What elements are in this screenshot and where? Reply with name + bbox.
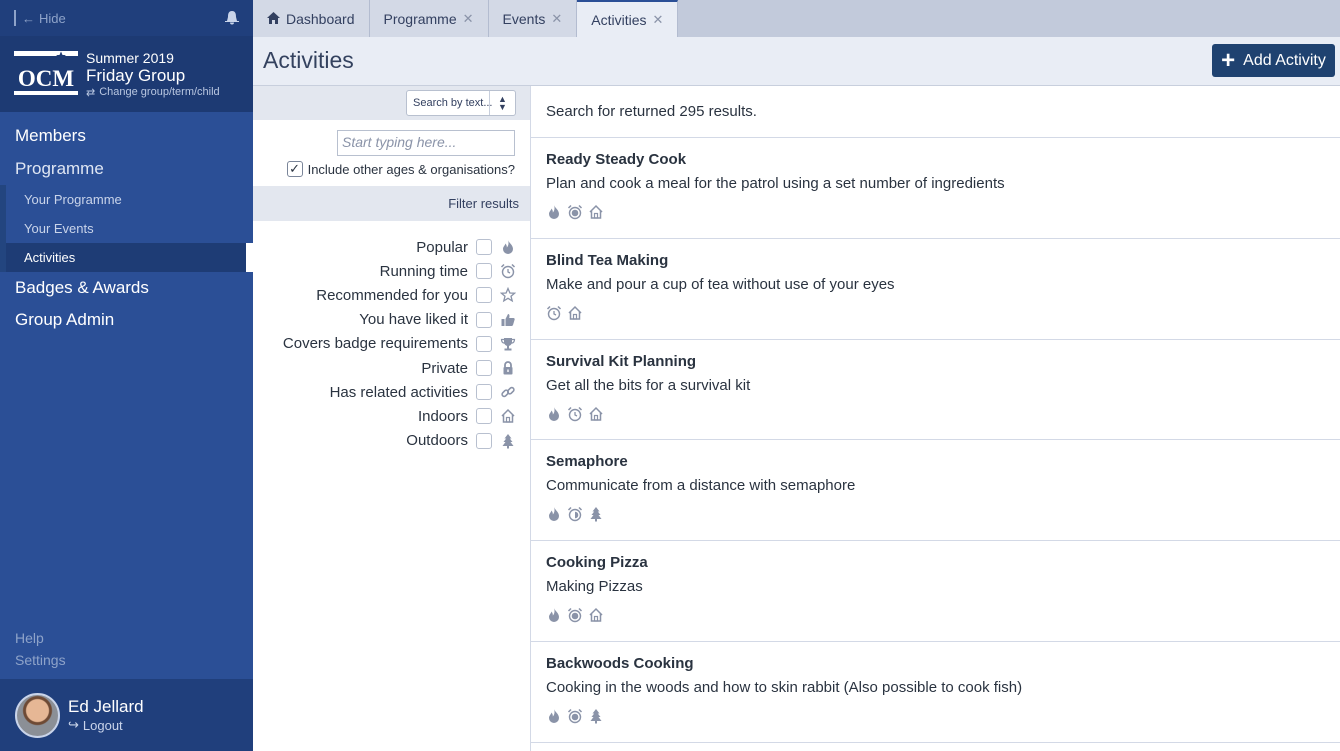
activity-description: Get all the bits for a survival kit [546,376,751,394]
logout-label: Logout [82,717,123,733]
home-icon [500,408,516,424]
filter-checkbox[interactable] [476,433,492,449]
check-icon: ✓ [289,161,301,176]
tab-programme[interactable] [370,0,489,37]
activity-title[interactable]: Cooking Pizza [546,554,648,572]
bell-icon[interactable] [223,9,241,27]
filter-option[interactable] [253,283,530,307]
hide-label: Hide [39,10,66,26]
activity-description: Cooking in the woods and how to skin rabbit (Also possible to cook fish) [546,678,1023,696]
alarm-icon [567,406,583,422]
tab-activities[interactable] [577,0,678,37]
tree-icon [588,506,604,522]
flame-icon [500,239,516,255]
main-nav [0,112,253,336]
filter-option-label: Private [421,359,468,377]
activity-card[interactable] [531,340,1340,441]
tab-events[interactable] [489,0,578,37]
activity-tags [546,305,1325,321]
activity-tags [546,708,1325,724]
svg-text:OCM: OCM [17,66,75,91]
nav-programme[interactable]: Programme [15,159,104,178]
sidebar-footer-links [15,627,66,671]
flame-icon [546,506,562,522]
flame-icon [546,708,562,724]
term-label: Summer 2019 [86,49,174,66]
activity-title[interactable]: Ready Steady Cook [546,151,687,168]
search-mode-value: Search by text... [413,97,493,109]
sidebar [0,0,253,751]
page-header [253,37,1340,86]
results-summary: Search for returned 295 results. [531,86,1340,138]
results-panel [531,86,1340,751]
hide-sidebar-button[interactable] [14,10,66,26]
filter-option-label: Running time [379,262,468,280]
activity-description: Make and pour a cup of tea without use of your eyes [546,275,895,293]
nav-your-events[interactable]: Your Events [24,221,94,236]
filter-checkbox[interactable] [476,336,492,352]
activity-card[interactable] [531,642,1340,743]
activity-card[interactable] [531,138,1340,239]
search-mode-bar [253,86,530,120]
search-input[interactable]: Start typing here... [337,130,515,156]
user-panel [0,679,253,751]
filter-checkbox[interactable] [476,263,492,279]
nav-badges-awards[interactable]: Badges & Awards [15,278,149,297]
divider [14,10,16,26]
filter-option-label: You have liked it [359,311,468,329]
filter-option-label: Indoors [417,407,468,425]
filter-option[interactable] [253,259,530,283]
activity-tags [546,506,1325,522]
change-group-label: Change group/term/child [99,86,220,98]
group-selector[interactable] [0,36,253,112]
activity-title[interactable]: Survival Kit Planning [546,352,697,370]
tab-label: Programme [383,10,457,27]
filter-option[interactable] [253,429,530,453]
logout-link[interactable] [68,717,144,733]
search-mode-select[interactable] [406,90,516,116]
activity-card[interactable] [531,440,1340,541]
nav-your-programme[interactable]: Your Programme [24,192,122,207]
plus-icon: + [1221,46,1236,74]
close-icon[interactable]: ✕ [551,10,563,26]
tab-dashboard[interactable] [253,0,370,37]
results-list [531,138,1340,743]
activity-tags [546,607,1325,623]
filter-list [253,235,530,453]
activity-description: Making Pizzas [546,578,643,596]
group-name: Friday Group [86,65,186,85]
close-icon[interactable]: ✕ [652,11,664,27]
activity-title[interactable]: Backwoods Cooking [546,654,694,672]
close-icon[interactable]: ✕ [462,10,474,26]
tab-label: Events [502,10,546,27]
activity-tags [546,406,1325,422]
home-icon [267,11,280,27]
tab-bar [253,0,1340,37]
include-other-label: Include other ages & organisations? [307,161,515,177]
activity-tags [546,204,1325,220]
user-name: Ed Jellard [68,697,144,716]
ocm-logo [14,51,78,97]
activity-description: Communicate from a distance with semaphore [546,477,856,495]
settings-link[interactable]: Settings [15,652,66,668]
shuffle-icon: ⇄ [86,86,96,99]
flame-icon [546,406,562,422]
filter-option-label: Outdoors [406,432,468,450]
sidebar-topbar [0,0,253,36]
home-icon [567,305,583,321]
tree-icon [588,708,604,724]
filter-option-label: Recommended for you [316,286,468,304]
filter-checkbox[interactable] [476,408,492,424]
add-activity-button[interactable] [1212,44,1335,77]
filter-checkbox[interactable] [476,287,492,303]
include-other-checkbox[interactable] [287,161,303,177]
alarm-filled-icon [567,607,583,623]
activity-description: Plan and cook a meal for the patrol using a set number of ingredients [546,175,1005,192]
filter-option[interactable] [253,380,530,404]
filter-checkbox[interactable] [476,360,492,376]
include-other-row [287,161,515,177]
flame-icon [546,204,562,220]
tab-label: Dashboard [286,10,355,27]
nav-members[interactable]: Members [15,126,86,145]
link-icon [500,384,516,400]
add-activity-label: Add Activity [1243,51,1326,69]
filter-checkbox[interactable] [476,384,492,400]
lock-icon [500,360,516,376]
filter-option[interactable] [253,332,530,356]
home-icon [588,406,604,422]
logout-icon: ↪ [68,717,79,732]
filter-option-label: Has related activities [329,383,468,401]
activity-title[interactable]: Blind Tea Making [546,251,669,269]
alarm-filled-icon [567,708,583,724]
thumbs-up-icon [500,312,516,328]
alarm-half-icon [567,506,583,522]
filter-option-label: Popular [416,238,468,256]
home-icon [588,607,604,623]
filter-results-header: Filter results [253,186,530,221]
filter-panel [253,86,531,751]
alarm-icon [546,305,562,321]
filter-option[interactable] [253,404,530,428]
select-arrows-icon: ▲ ▼ [489,91,515,115]
page-title: Activities [263,47,354,73]
filter-checkbox[interactable] [476,312,492,328]
star-icon [500,287,516,303]
activity-card[interactable] [531,541,1340,642]
flame-icon [546,607,562,623]
activity-title[interactable]: Semaphore [546,453,628,471]
nav-group-admin[interactable]: Group Admin [15,310,115,329]
alarm-icon [500,263,516,279]
trophy-icon [500,336,516,352]
filter-checkbox[interactable] [476,239,492,255]
alarm-filled-icon [567,204,583,220]
help-link[interactable]: Help [15,630,44,646]
filter-option[interactable] [253,356,530,380]
programme-subnav [0,185,253,272]
home-icon [588,204,604,220]
avatar[interactable] [15,693,60,738]
nav-activities[interactable]: Activities [6,243,253,272]
change-group-link[interactable] [86,86,220,99]
tree-icon [500,433,516,449]
tab-label: Activities [591,11,647,28]
filter-option[interactable] [253,308,530,332]
arrow-left-icon: ← [22,10,35,26]
activity-card[interactable] [531,239,1340,340]
filter-option[interactable] [253,235,530,259]
filter-option-label: Covers badge requirements [282,335,468,353]
